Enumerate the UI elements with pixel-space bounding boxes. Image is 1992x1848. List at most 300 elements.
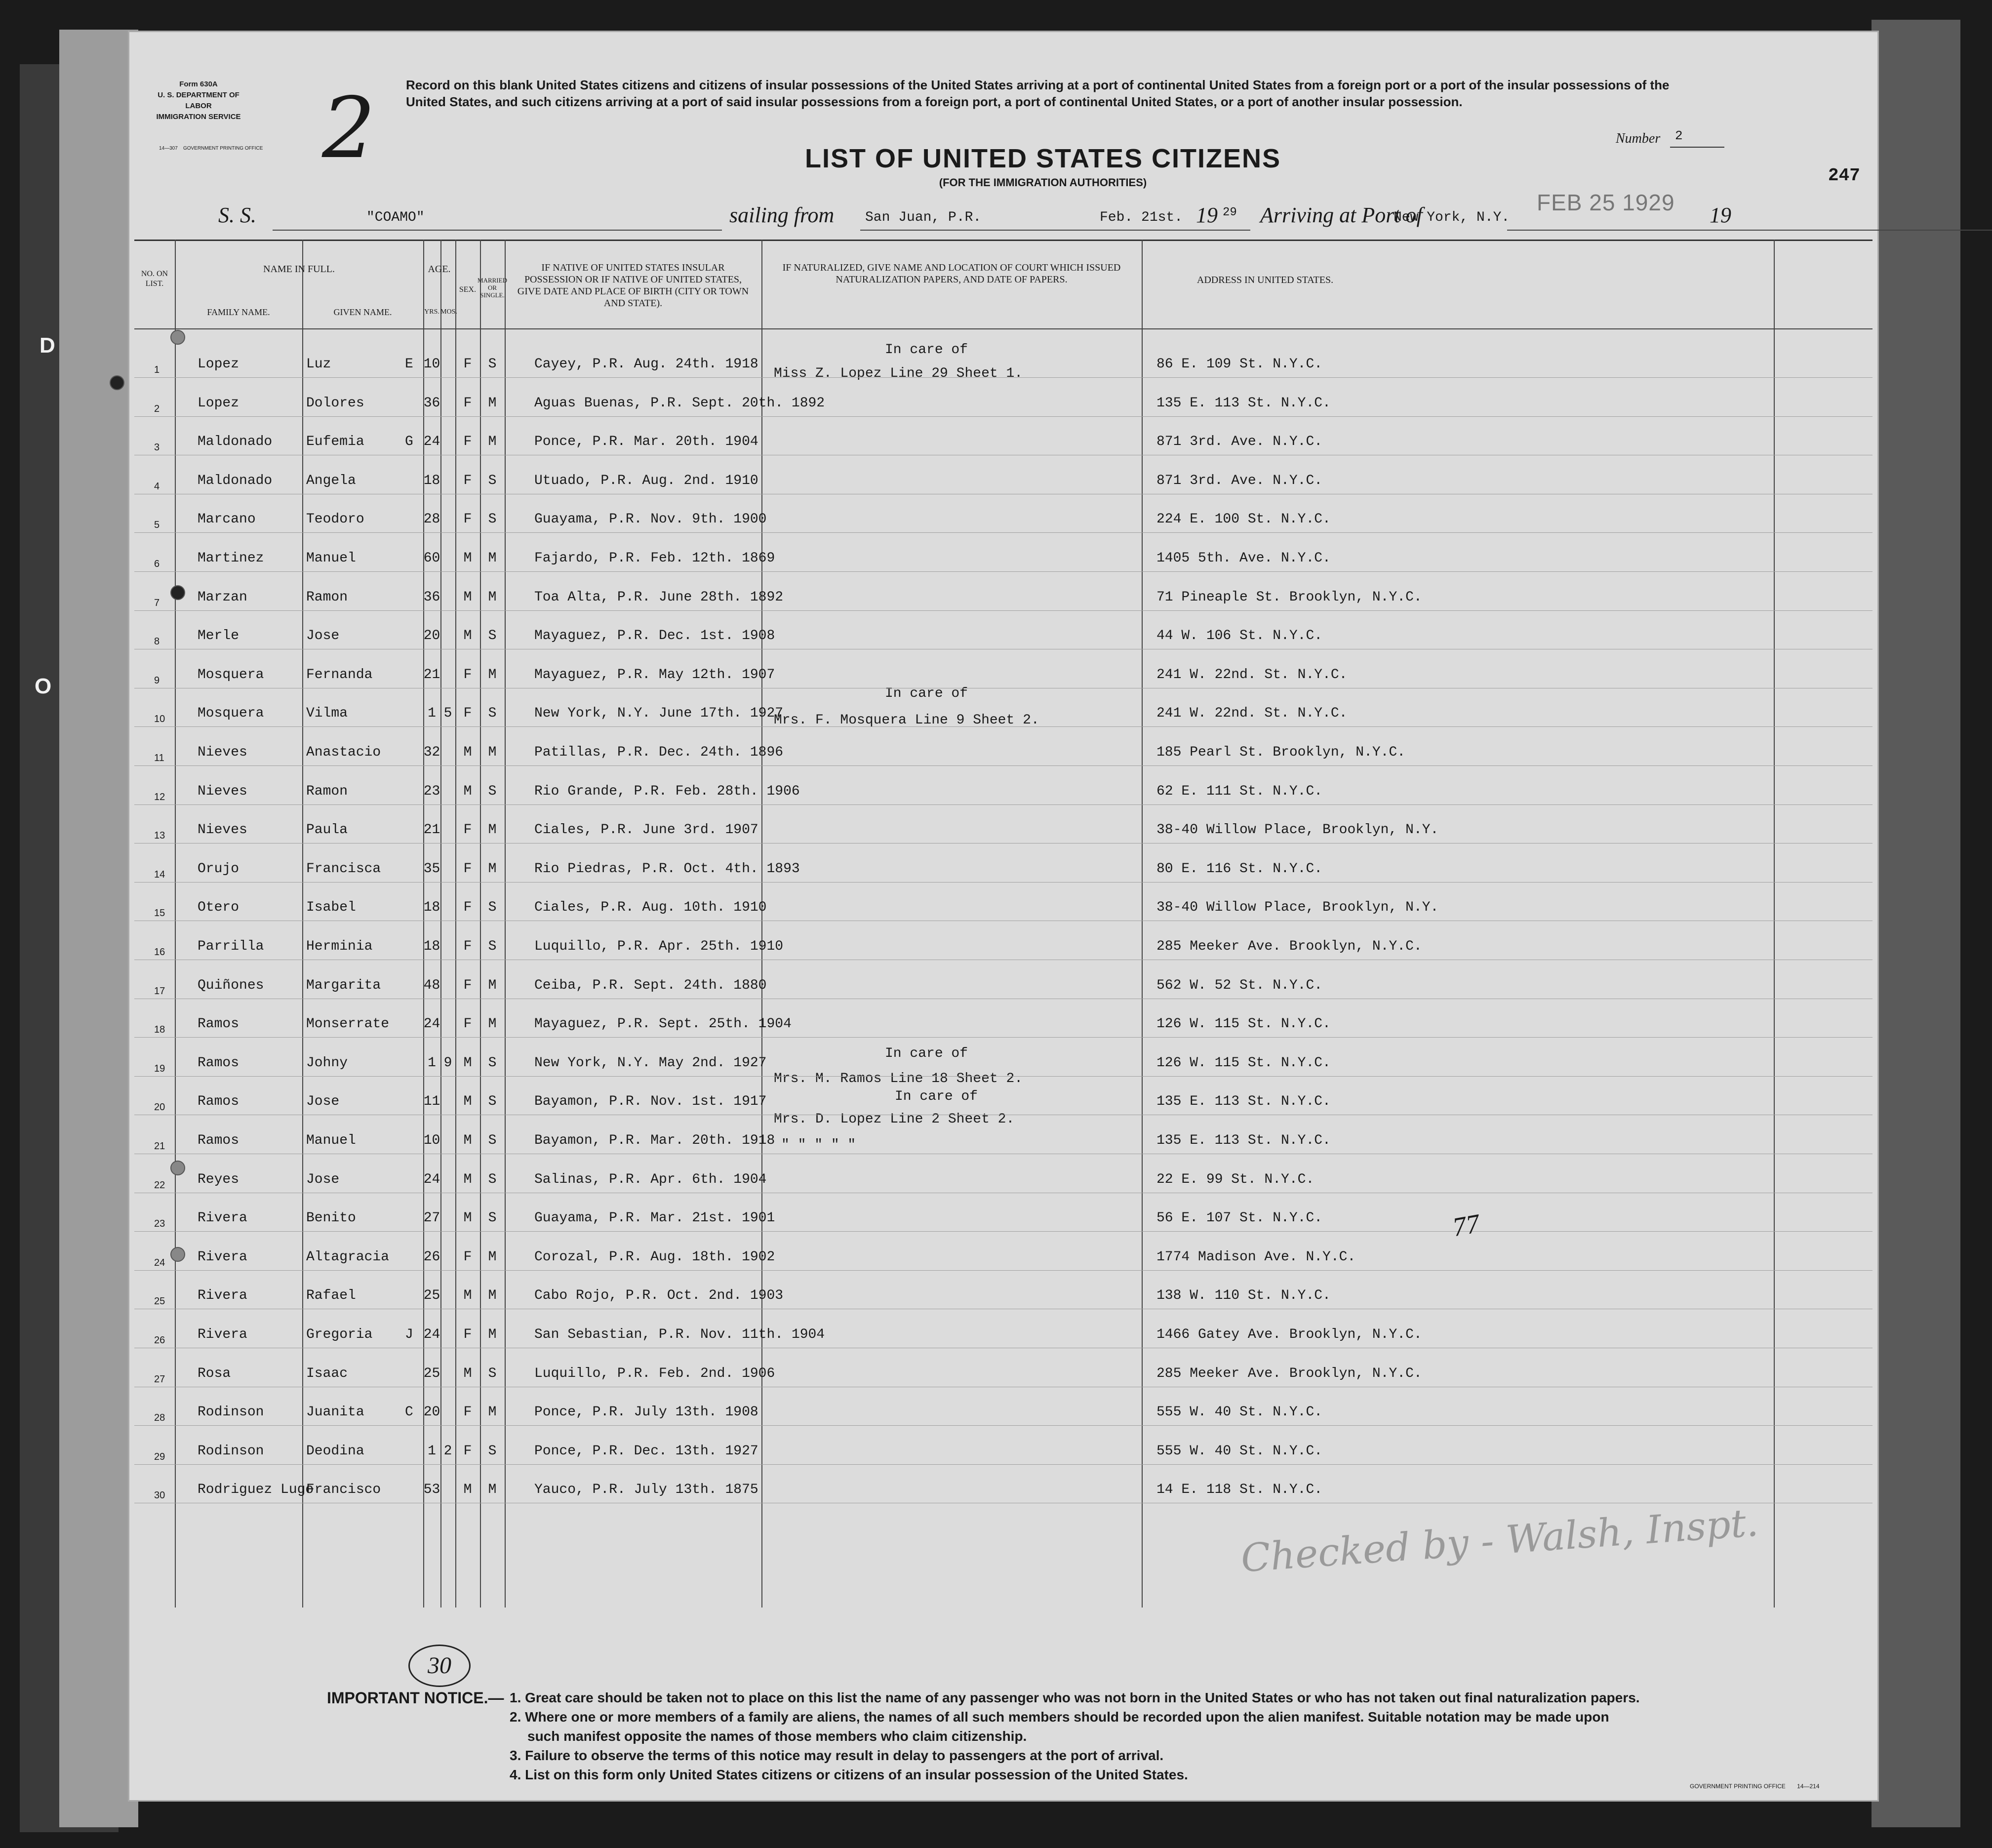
- footer-printer: [1690, 1783, 1820, 1790]
- cell-family: Lopez: [198, 395, 239, 411]
- passenger-table: [134, 240, 1872, 1607]
- row-number: 18: [154, 1024, 165, 1036]
- care-note-head: In care of: [885, 342, 968, 358]
- header-given-name: GIVEN NAME.: [333, 307, 392, 317]
- cell-family: Nieves: [198, 745, 247, 760]
- cell-birth: Mayaguez, P.R. Dec. 1st. 1908: [534, 628, 775, 644]
- cell-given: Herminia: [306, 939, 373, 954]
- cell-family: Rodinson: [198, 1405, 264, 1420]
- cell-given: Jose: [306, 628, 340, 644]
- notice-item-2: 2. Where one or more members of a family are aliens, the names of all such members should be recorded upon the alien manifest. Suitable notation may be made upon: [510, 1709, 1609, 1725]
- arriving-label: Arriving at Port of: [1260, 203, 1423, 227]
- cell-initial: C: [405, 1405, 413, 1420]
- cell-birth: Rio Piedras, P.R. Oct. 4th. 1893: [534, 861, 800, 877]
- cell-sex: F: [463, 395, 472, 411]
- cell-given: Jose: [306, 1094, 340, 1110]
- cell-given: Isaac: [306, 1366, 348, 1381]
- cell-ms: S: [488, 628, 497, 644]
- sheet-edge-right: [1872, 20, 1960, 1827]
- cell-family: Martinez: [198, 551, 264, 566]
- cell-ms: S: [488, 1366, 497, 1381]
- cell-birth: Aguas Buenas, P.R. Sept. 20th. 1892: [534, 395, 825, 411]
- cell-given: Isabel: [306, 900, 356, 916]
- care-note-body: Miss Z. Lopez Line 29 Sheet 1.: [774, 366, 1023, 381]
- cell-given: Altagracia: [306, 1249, 390, 1265]
- cell-sex: M: [463, 1055, 472, 1071]
- ship-underline: [273, 230, 722, 231]
- col-divider: [1142, 240, 1143, 1607]
- cell-yrs: 28: [423, 512, 440, 527]
- row-number: 29: [154, 1451, 165, 1462]
- edge-letter-d1: D: [40, 333, 55, 358]
- cell-given: Margarita: [306, 977, 381, 993]
- cell-sex: F: [463, 1327, 472, 1342]
- row-number: 14: [154, 869, 165, 880]
- cell-ms: M: [488, 1327, 497, 1342]
- footer-printer-code: 14—214: [1797, 1783, 1820, 1790]
- row-number: 10: [154, 714, 165, 725]
- cell-address: 86 E. 109 St. N.Y.C.: [1156, 357, 1323, 372]
- cell-address: 285 Meeker Ave. Brooklyn, N.Y.C.: [1156, 939, 1422, 954]
- cell-birth: Cabo Rojo, P.R. Oct. 2nd. 1903: [534, 1288, 784, 1304]
- care-note-head: In care of: [895, 1089, 978, 1104]
- notice-item-1: 1. Great care should be taken not to place on this list the name of any passenger who was not born in the United States or who has not taken out final naturalization papers.: [510, 1690, 1640, 1705]
- cell-address: 871 3rd. Ave. N.Y.C.: [1156, 434, 1323, 450]
- row-rule: [134, 1231, 1872, 1232]
- cell-mos: 2: [443, 1443, 452, 1459]
- care-note-body: Mrs. F. Mosquera Line 9 Sheet 2.: [774, 713, 1039, 728]
- notice-item-4: 4. List on this form only United States citizens or citizens of an insular possession of the United States.: [510, 1767, 1188, 1782]
- cell-given: Monserrate: [306, 1016, 390, 1032]
- row-number: 5: [154, 520, 160, 531]
- row-number: 26: [154, 1335, 165, 1346]
- col-divider: [505, 240, 506, 1607]
- cell-family: Otero: [198, 900, 239, 916]
- cell-birth: Patillas, P.R. Dec. 24th. 1896: [534, 745, 784, 760]
- cell-yrs: 23: [423, 783, 440, 799]
- cell-given: Jose: [306, 1171, 340, 1187]
- row-number: 16: [154, 947, 165, 958]
- cell-family: Mosquera: [198, 667, 264, 683]
- cell-family: Nieves: [198, 822, 247, 838]
- row-rule: [134, 377, 1872, 378]
- cell-address: 38-40 Willow Place, Brooklyn, N.Y.: [1156, 822, 1439, 838]
- cell-birth: Rio Grande, P.R. Feb. 28th. 1906: [534, 783, 800, 799]
- cell-yrs: 10: [423, 357, 440, 372]
- row-rule: [134, 416, 1872, 417]
- cell-sex: M: [463, 1171, 472, 1187]
- col-divider: [175, 240, 176, 1607]
- cell-family: Rodriguez Lugo: [198, 1482, 314, 1498]
- header-age: AGE.: [428, 264, 451, 275]
- cell-address: 555 W. 40 St. N.Y.C.: [1156, 1405, 1323, 1420]
- cell-sex: F: [463, 900, 472, 916]
- cell-ms: S: [488, 939, 497, 954]
- cell-address: 285 Meeker Ave. Brooklyn, N.Y.C.: [1156, 1366, 1422, 1381]
- cell-birth: Corozal, P.R. Aug. 18th. 1902: [534, 1249, 775, 1265]
- cell-given: Dolores: [306, 395, 364, 411]
- form-instructions: Record on this blank United States citizens and citizens of insular possessions of the United States arriving at a port of continental United States from a foreign port or a port of the insular possessions of the United States, and such citizens arriving at a port of said insular possessions from a foreign port, a port of continental United States, or a port of another insular possession.: [406, 78, 1670, 109]
- table-top-border: [134, 240, 1872, 241]
- cell-given: Benito: [306, 1210, 356, 1226]
- cell-given: Angela: [306, 473, 356, 488]
- header-address: ADDRESS IN UNITED STATES.: [1196, 275, 1334, 285]
- row-rule: [134, 882, 1872, 883]
- department: U. S. DEPARTMENT OF LABOR: [158, 91, 239, 110]
- row-number: 21: [154, 1141, 165, 1152]
- cell-ms: S: [488, 706, 497, 722]
- cell-address: 135 E. 113 St. N.Y.C.: [1156, 395, 1331, 411]
- cell-address: 126 W. 115 St. N.Y.C.: [1156, 1016, 1331, 1032]
- cell-ms: S: [488, 783, 497, 799]
- cell-sex: F: [463, 1405, 472, 1420]
- cell-ms: S: [488, 1133, 497, 1148]
- cell-birth: Ciales, P.R. June 3rd. 1907: [534, 822, 758, 838]
- cell-yrs: 1: [428, 1443, 436, 1459]
- row-rule: [134, 610, 1872, 611]
- cell-given: Rafael: [306, 1288, 356, 1304]
- row-rule: [134, 1425, 1872, 1426]
- header-naturalized: IF NATURALIZED, GIVE NAME AND LOCATION OF COURT WHICH ISSUED NATURALIZATION PAPERS, AND DATE OF PAPERS.: [782, 262, 1121, 285]
- date-stamp: FEB 25 1929: [1537, 190, 1675, 215]
- cell-ms: S: [488, 1094, 497, 1110]
- cell-ms: M: [488, 1016, 497, 1032]
- notice-item-2-cont: such manifest opposite the names of those members who claim citizenship.: [527, 1728, 1027, 1744]
- cell-yrs: 27: [423, 1210, 440, 1226]
- cell-birth: Ceiba, P.R. Sept. 24th. 1880: [534, 977, 767, 993]
- cell-family: Reyes: [198, 1171, 239, 1187]
- cell-sex: M: [463, 628, 472, 644]
- sailing-from: San Juan, P.R.: [865, 210, 982, 225]
- binder-hole: [170, 330, 185, 345]
- cell-family: Lopez: [198, 357, 239, 372]
- cell-ms: M: [488, 667, 497, 683]
- cell-sex: F: [463, 357, 472, 372]
- header-married-single: MARRIED OR SINGLE.: [478, 277, 507, 299]
- cell-yrs: 25: [423, 1288, 440, 1304]
- row-rule: [134, 1464, 1872, 1465]
- cell-ms: M: [488, 395, 497, 411]
- cell-family: Merle: [198, 628, 239, 644]
- row-number: 28: [154, 1412, 165, 1424]
- page-number: 247: [1828, 165, 1860, 186]
- row-number: 25: [154, 1296, 165, 1307]
- header-bottom-line: [134, 328, 1872, 329]
- cell-birth: Luquillo, P.R. Feb. 2nd. 1906: [534, 1366, 775, 1381]
- cell-given: Francisco: [306, 1482, 381, 1498]
- row-number: 15: [154, 908, 165, 919]
- cell-sex: M: [463, 745, 472, 760]
- row-number: 4: [154, 481, 160, 492]
- year-suffix: 29: [1223, 206, 1237, 219]
- cell-address: 56 E. 107 St. N.Y.C.: [1156, 1210, 1323, 1226]
- row-number: 8: [154, 636, 160, 647]
- cell-ms: S: [488, 1210, 497, 1226]
- cell-birth: Mayaguez, P.R. May 12th. 1907: [534, 667, 775, 683]
- cell-mos: 9: [443, 1055, 452, 1071]
- cell-yrs: 48: [423, 977, 440, 993]
- binder-hole: [110, 375, 124, 390]
- cell-ms: M: [488, 977, 497, 993]
- row-rule: [134, 571, 1872, 572]
- header-family-name: FAMILY NAME.: [207, 307, 270, 317]
- cell-address: 241 W. 22nd. St. N.Y.C.: [1156, 706, 1348, 722]
- cell-family: Nieves: [198, 783, 247, 799]
- cell-given: Manuel: [306, 551, 356, 566]
- cell-ms: S: [488, 357, 497, 372]
- cell-birth: Bayamon, P.R. Nov. 1st. 1917: [534, 1094, 767, 1110]
- cell-yrs: 53: [423, 1482, 440, 1498]
- cell-yrs: 26: [423, 1249, 440, 1265]
- year-prefix: 19: [1196, 203, 1218, 227]
- cell-sex: F: [463, 939, 472, 954]
- cell-yrs: 21: [423, 667, 440, 683]
- row-number: 30: [154, 1490, 165, 1501]
- cell-given: Anastacio: [306, 745, 381, 760]
- cell-ms: S: [488, 1171, 497, 1187]
- care-note-body: Mrs. M. Ramos Line 18 Sheet 2.: [774, 1071, 1023, 1086]
- sail-date: Feb. 21st.: [1100, 210, 1183, 225]
- cell-yrs: 35: [423, 861, 440, 877]
- row-number: 24: [154, 1257, 165, 1268]
- row-number: 6: [154, 559, 160, 569]
- cell-sex: F: [463, 977, 472, 993]
- cell-initial: J: [405, 1327, 413, 1342]
- handwritten-list-number: 2: [322, 80, 376, 177]
- cell-ms: S: [488, 512, 497, 527]
- cell-birth: Toa Alta, P.R. June 28th. 1892: [534, 589, 784, 605]
- row-number: 3: [154, 442, 160, 453]
- header-name-in-full: NAME IN FULL.: [263, 264, 335, 275]
- cell-given: Teodoro: [306, 512, 364, 527]
- cell-birth: Mayaguez, P.R. Sept. 25th. 1904: [534, 1016, 792, 1032]
- cell-family: Rivera: [198, 1210, 247, 1226]
- col-divider: [1774, 240, 1775, 1607]
- col-divider: [302, 240, 303, 1607]
- cell-given: Johny: [306, 1055, 348, 1071]
- header-birth: IF NATIVE OF UNITED STATES INSULAR POSSESSION OR IF NATIVE OF UNITED STATES, GIVE DATE AND PLACE OF BIRTH (CITY OR TOWN AND STATE).: [517, 262, 749, 309]
- cell-address: 14 E. 118 St. N.Y.C.: [1156, 1482, 1323, 1498]
- cell-sex: F: [463, 706, 472, 722]
- cell-sex: M: [463, 551, 472, 566]
- cell-yrs: 24: [423, 1327, 440, 1342]
- cell-given: Deodina: [306, 1443, 364, 1459]
- cell-ms: M: [488, 589, 497, 605]
- cell-family: Maldonado: [198, 434, 273, 450]
- cell-given: Fernanda: [306, 667, 373, 683]
- header-yrs: YRS.: [424, 308, 439, 316]
- cell-birth: Guayama, P.R. Mar. 21st. 1901: [534, 1210, 775, 1226]
- cell-ms: S: [488, 1443, 497, 1459]
- header-mos: MOS.: [440, 308, 457, 316]
- cell-family: Orujo: [198, 861, 239, 877]
- cell-address: 185 Pearl St. Brooklyn, N.Y.C.: [1156, 745, 1406, 760]
- cell-address: 241 W. 22nd. St. N.Y.C.: [1156, 667, 1348, 683]
- care-note-head: In care of: [885, 1046, 968, 1061]
- arrival-port: New York, N.Y.: [1394, 210, 1510, 225]
- cell-yrs: 20: [423, 628, 440, 644]
- cell-birth: Fajardo, P.R. Feb. 12th. 1869: [534, 551, 775, 566]
- row-number: 22: [154, 1179, 165, 1191]
- cell-family: Marcano: [198, 512, 256, 527]
- cell-yrs: 24: [423, 434, 440, 450]
- care-note-ditto: " " " " ": [781, 1137, 856, 1153]
- cell-family: Parrilla: [198, 939, 264, 954]
- cell-sex: M: [463, 1288, 472, 1304]
- sailing-underline: [860, 230, 1250, 231]
- cell-yrs: 36: [423, 395, 440, 411]
- header-no-on-list: NO. ON LIST.: [141, 270, 168, 288]
- cell-family: Rivera: [198, 1288, 247, 1304]
- cell-birth: Ponce, P.R. Dec. 13th. 1927: [534, 1443, 758, 1459]
- col-divider: [440, 240, 441, 1607]
- cell-sex: F: [463, 861, 472, 877]
- cell-address: 1774 Madison Ave. N.Y.C.: [1156, 1249, 1356, 1265]
- binder-hole: [170, 1161, 185, 1175]
- cell-ms: M: [488, 1405, 497, 1420]
- cell-sex: M: [463, 783, 472, 799]
- cell-yrs: 18: [423, 473, 440, 488]
- row-rule: [134, 765, 1872, 766]
- cell-ms: S: [488, 473, 497, 488]
- cell-family: Rosa: [198, 1366, 231, 1381]
- form-number: Form 630A: [179, 80, 218, 88]
- row-number: 13: [154, 830, 165, 842]
- circled-count: 30: [408, 1645, 471, 1687]
- cell-yrs: 25: [423, 1366, 440, 1381]
- cell-ms: S: [488, 1055, 497, 1071]
- cell-yrs: 18: [423, 939, 440, 954]
- cell-yrs: 24: [423, 1171, 440, 1187]
- row-rule: [134, 532, 1872, 533]
- row-number: 19: [154, 1063, 165, 1074]
- row-number: 2: [154, 403, 160, 414]
- cell-initial: G: [405, 434, 413, 450]
- cell-given: Paula: [306, 822, 348, 838]
- cell-address: 62 E. 111 St. N.Y.C.: [1156, 783, 1323, 799]
- row-rule: [134, 726, 1872, 727]
- col-divider: [761, 240, 762, 1607]
- notice-item-3: 3. Failure to observe the terms of this notice may result in delay to passengers at the port of arrival.: [510, 1748, 1164, 1763]
- cell-sex: F: [463, 434, 472, 450]
- cell-address: 135 E. 113 St. N.Y.C.: [1156, 1094, 1331, 1110]
- cell-yrs: 21: [423, 822, 440, 838]
- cell-birth: New York, N.Y. June 17th. 1927: [534, 706, 784, 722]
- cell-sex: M: [463, 1482, 472, 1498]
- row-rule: [134, 1037, 1872, 1038]
- number-underline: [1670, 147, 1724, 148]
- cell-family: Mosquera: [198, 706, 264, 722]
- cell-birth: Salinas, P.R. Apr. 6th. 1904: [534, 1171, 767, 1187]
- cell-yrs: 1: [428, 1055, 436, 1071]
- manifest-page: [129, 32, 1877, 1800]
- cell-sex: F: [463, 1016, 472, 1032]
- cell-sex: F: [463, 667, 472, 683]
- cell-yrs: 1: [428, 706, 436, 722]
- cell-family: Marzan: [198, 589, 247, 605]
- row-rule: [134, 1270, 1872, 1271]
- cell-birth: Guayama, P.R. Nov. 9th. 1900: [534, 512, 767, 527]
- cell-ms: M: [488, 434, 497, 450]
- printer-name: GOVERNMENT PRINTING OFFICE: [183, 146, 263, 151]
- cell-birth: Bayamon, P.R. Mar. 20th. 1918: [534, 1133, 775, 1148]
- cell-yrs: 10: [423, 1133, 440, 1148]
- printer-note: [159, 146, 263, 151]
- cell-address: 22 E. 99 St. N.Y.C.: [1156, 1171, 1315, 1187]
- cell-given: Gregoria: [306, 1327, 373, 1342]
- cell-yrs: 20: [423, 1405, 440, 1420]
- cell-address: 38-40 Willow Place, Brooklyn, N.Y.: [1156, 900, 1439, 916]
- notice-heading: IMPORTANT NOTICE.—: [327, 1689, 504, 1707]
- care-note-body: Mrs. D. Lopez Line 2 Sheet 2.: [774, 1112, 1015, 1127]
- cell-ms: S: [488, 900, 497, 916]
- row-number: 1: [154, 364, 160, 375]
- row-number: 11: [154, 753, 164, 763]
- cell-yrs: 60: [423, 551, 440, 566]
- year-prefix-2: 19: [1710, 203, 1731, 227]
- cell-sex: F: [463, 1443, 472, 1459]
- cell-address: 44 W. 106 St. N.Y.C.: [1156, 628, 1323, 644]
- cell-birth: New York, N.Y. May 2nd. 1927: [534, 1055, 767, 1071]
- cell-sex: M: [463, 589, 472, 605]
- cell-birth: San Sebastian, P.R. Nov. 11th. 1904: [534, 1327, 825, 1342]
- page-title: LIST OF UNITED STATES CITIZENS: [805, 144, 1281, 173]
- cell-given: Eufemia: [306, 434, 364, 450]
- ship-name: "COAMO": [366, 210, 425, 225]
- cell-yrs: 11: [423, 1094, 440, 1110]
- cell-yrs: 36: [423, 589, 440, 605]
- cell-sex: F: [463, 1249, 472, 1265]
- cell-birth: Utuado, P.R. Aug. 2nd. 1910: [534, 473, 758, 488]
- row-number: 23: [154, 1218, 165, 1230]
- cell-sex: F: [463, 822, 472, 838]
- cell-address: 562 W. 52 St. N.Y.C.: [1156, 977, 1323, 993]
- row-number: 17: [154, 985, 165, 997]
- cell-ms: M: [488, 1288, 497, 1304]
- service: IMMIGRATION SERVICE: [156, 113, 241, 121]
- cell-address: 224 E. 100 St. N.Y.C.: [1156, 512, 1331, 527]
- cell-yrs: 24: [423, 1016, 440, 1032]
- cell-address: 871 3rd. Ave. N.Y.C.: [1156, 473, 1323, 488]
- cell-birth: Ponce, P.R. July 13th. 1908: [534, 1405, 758, 1420]
- pencil-mark: 77: [1450, 1208, 1482, 1243]
- cell-ms: M: [488, 822, 497, 838]
- cell-family: Rivera: [198, 1327, 247, 1342]
- cell-family: Quiñones: [198, 977, 264, 993]
- cell-birth: Cayey, P.R. Aug. 24th. 1918: [534, 357, 758, 372]
- row-number: 12: [154, 791, 165, 803]
- cell-ms: M: [488, 1249, 497, 1265]
- number-label: Number: [1616, 131, 1661, 146]
- cell-ms: M: [488, 1482, 497, 1498]
- cell-family: Ramos: [198, 1094, 239, 1110]
- cell-address: 126 W. 115 St. N.Y.C.: [1156, 1055, 1331, 1071]
- cell-sex: M: [463, 1366, 472, 1381]
- cell-mos: 5: [443, 706, 452, 722]
- cell-family: Ramos: [198, 1055, 239, 1071]
- port-underline: [1507, 230, 1992, 231]
- care-note-head: In care of: [885, 686, 968, 701]
- cell-family: Ramos: [198, 1133, 239, 1148]
- inspector-signature: Checked by - Walsh, Inspt.: [1239, 1500, 1760, 1581]
- cell-ms: M: [488, 551, 497, 566]
- cell-given: Juanita: [306, 1405, 364, 1420]
- binder-hole: [170, 585, 185, 600]
- page-subtitle: (FOR THE IMMIGRATION AUTHORITIES): [939, 176, 1147, 189]
- cell-family: Rivera: [198, 1249, 247, 1265]
- cell-given: Ramon: [306, 783, 348, 799]
- number-value: 2: [1675, 128, 1683, 143]
